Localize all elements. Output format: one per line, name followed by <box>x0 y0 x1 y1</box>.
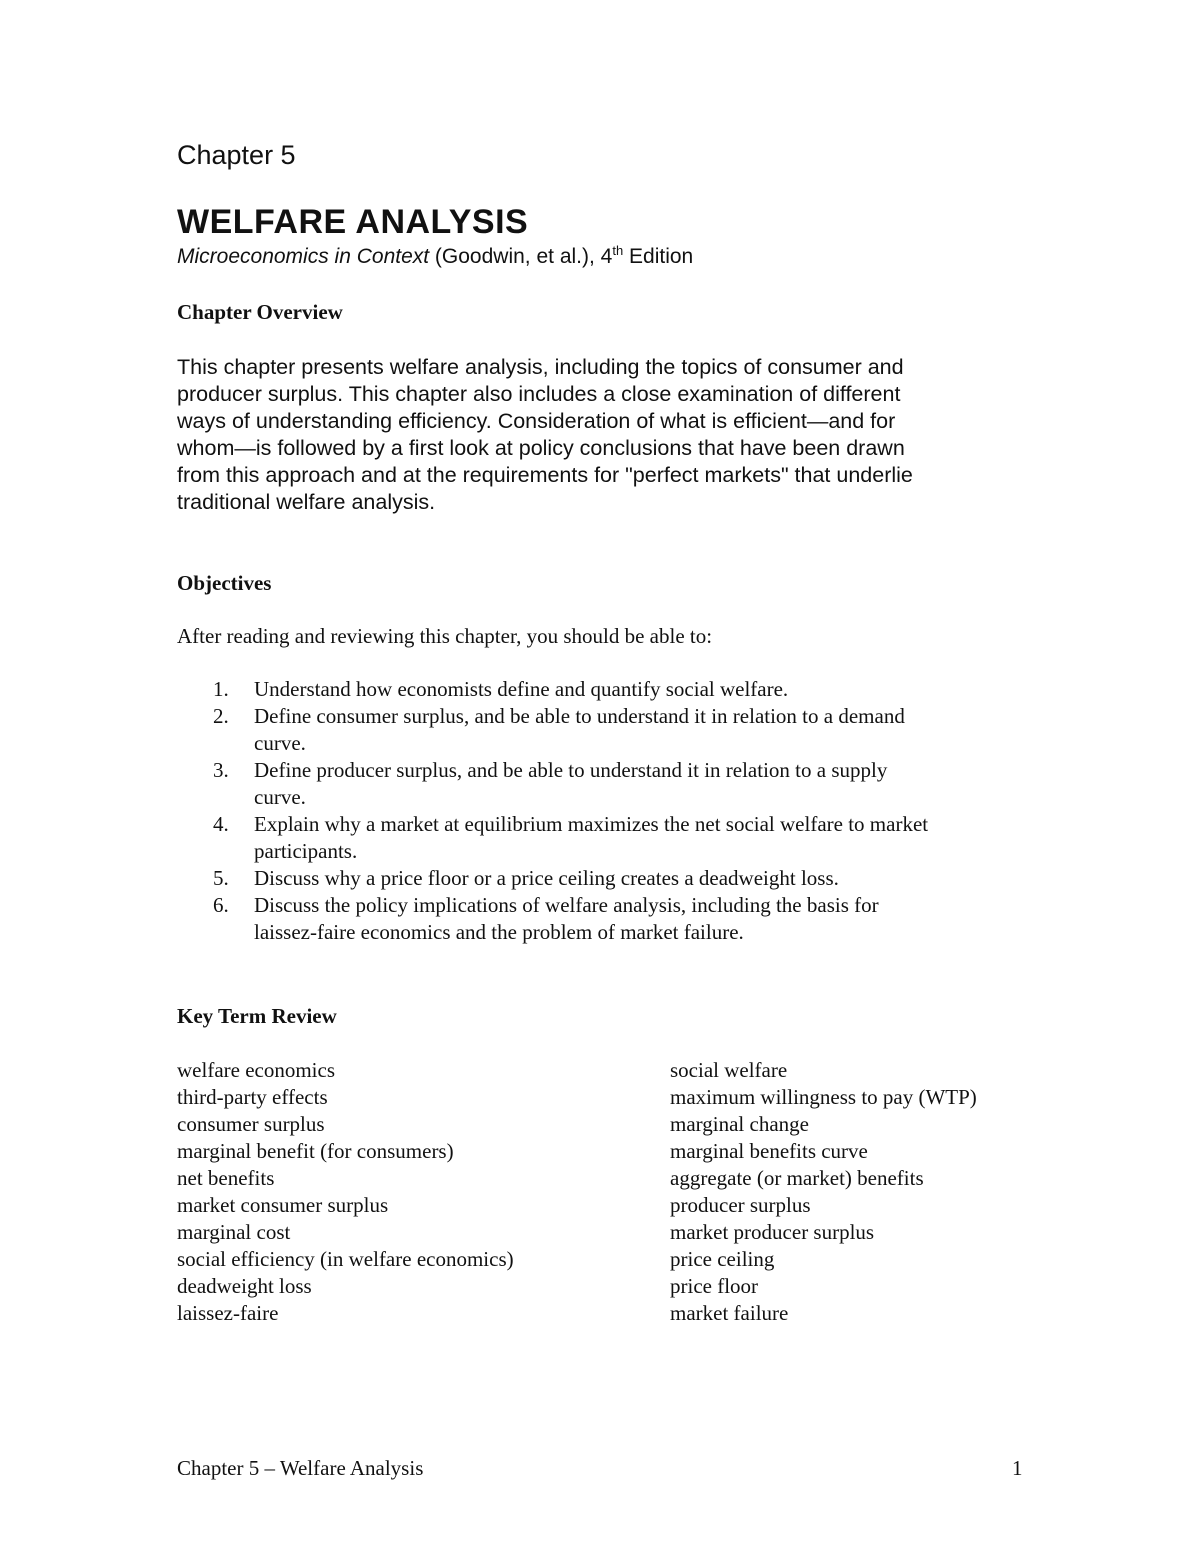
key-terms-heading: Key Term Review <box>177 1004 337 1028</box>
overview-heading: Chapter Overview <box>177 300 343 324</box>
key-term: market consumer surplus <box>177 1193 389 1217</box>
objective-item <box>177 892 1027 946</box>
key-terms-left-column <box>177 1057 514 1327</box>
page-title: WELFARE ANALYSIS <box>177 203 529 241</box>
key-term: price ceiling <box>670 1247 775 1271</box>
key-term: third-party effects <box>177 1085 328 1109</box>
key-term: consumer surplus <box>177 1112 325 1136</box>
objective-number: 4. <box>213 812 229 836</box>
key-term: aggregate (or market) benefits <box>670 1166 924 1190</box>
key-term: marginal cost <box>177 1220 291 1244</box>
objective-line: curve. <box>254 731 306 755</box>
book-authors: (Goodwin, et al.), 4 <box>429 245 613 268</box>
objectives-intro: After reading and reviewing this chapter, you should be able to: <box>177 624 713 648</box>
objective-item <box>177 757 1027 811</box>
key-term: social welfare <box>670 1058 788 1082</box>
overview-line: ways of understanding efficiency. Consideration of what is efficient—and for <box>177 409 896 433</box>
objective-number: 3. <box>213 758 229 782</box>
key-term: market producer surplus <box>670 1220 875 1244</box>
overview-line: This chapter presents welfare analysis, including the topics of consumer and <box>177 355 904 379</box>
key-term: social efficiency (in welfare economics) <box>177 1247 514 1271</box>
key-term: maximum willingness to pay (WTP) <box>670 1085 977 1109</box>
key-term: marginal benefit (for consumers) <box>177 1139 454 1163</box>
key-term: marginal change <box>670 1112 809 1136</box>
key-term: laissez-faire <box>177 1301 279 1325</box>
key-terms-right-column <box>670 1057 977 1327</box>
chapter-label: Chapter 5 <box>177 140 296 170</box>
key-term: welfare economics <box>177 1058 336 1082</box>
page-number: 1 <box>1012 1456 1023 1480</box>
objective-number: 5. <box>213 866 229 890</box>
overview-paragraph <box>177 354 1007 516</box>
objective-line: laissez-faire economics and the problem of market failure. <box>254 920 744 944</box>
objectives-heading: Objectives <box>177 571 272 595</box>
objective-line: curve. <box>254 785 306 809</box>
book-subtitle <box>177 245 693 269</box>
book-title: Microeconomics in Context <box>177 245 430 268</box>
edition-label: Edition <box>623 245 694 268</box>
overview-line: whom—is followed by a first look at policy conclusions that have been drawn <box>177 436 905 460</box>
objective-number: 2. <box>213 704 229 728</box>
objective-line: Discuss why a price floor or a price ceiling creates a deadweight loss. <box>254 866 839 890</box>
objective-line: Define producer surplus, and be able to understand it in relation to a supply <box>254 758 888 782</box>
key-term: market failure <box>670 1301 789 1325</box>
edition-superscript: th <box>612 243 624 258</box>
overview-line: from this approach and at the requirements for "perfect markets" that underlie <box>177 463 913 487</box>
page-footer-title: Chapter 5 – Welfare Analysis <box>177 1456 424 1480</box>
key-term: price floor <box>670 1274 759 1298</box>
objective-item <box>177 811 1027 865</box>
objectives-list <box>177 676 1027 946</box>
overview-line: producer surplus. This chapter also includes a close examination of different <box>177 382 901 406</box>
objective-line: Explain why a market at equilibrium maximizes the net social welfare to market <box>254 812 929 836</box>
objective-item <box>177 865 1027 892</box>
objective-item <box>177 676 1027 703</box>
objective-line: Understand how economists define and quantify social welfare. <box>254 677 789 701</box>
key-term: producer surplus <box>670 1193 811 1217</box>
overview-line: traditional welfare analysis. <box>177 490 436 514</box>
key-term: net benefits <box>177 1166 275 1190</box>
objective-line: participants. <box>254 839 358 863</box>
key-term: marginal benefits curve <box>670 1139 868 1163</box>
objective-line: Define consumer surplus, and be able to understand it in relation to a demand <box>254 704 905 728</box>
objective-item <box>177 703 1027 757</box>
objective-line: Discuss the policy implications of welfare analysis, including the basis for <box>254 893 879 917</box>
key-term: deadweight loss <box>177 1274 312 1298</box>
objective-number: 6. <box>213 893 229 917</box>
objective-number: 1. <box>213 677 229 701</box>
